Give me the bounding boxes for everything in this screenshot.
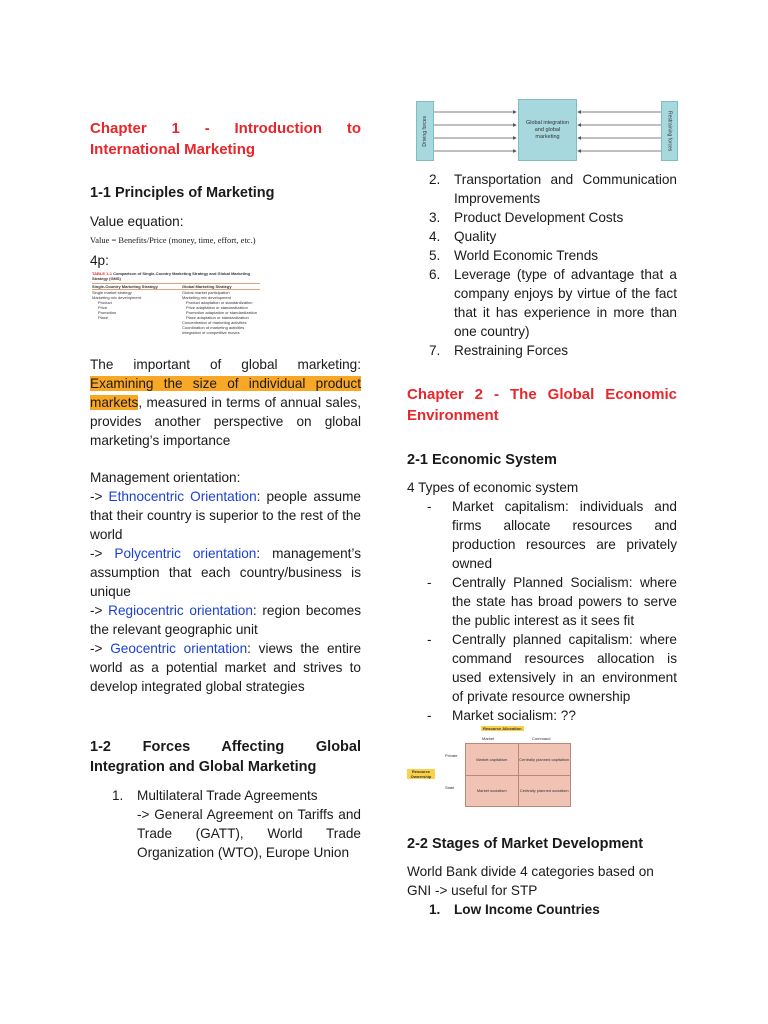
table-cell: Promotion — [98, 310, 117, 315]
list-item — [427, 497, 677, 573]
arrow: -> — [90, 489, 109, 504]
table-cell: Product — [98, 300, 112, 305]
matrix-col-market: Market — [482, 736, 495, 741]
importance-highlight: Examining the size of individual product markets — [90, 376, 361, 410]
list-number: 2. — [429, 172, 441, 187]
fourp-label: 4p: — [90, 253, 109, 268]
matrix-cell-label: Centrally planned socialism — [519, 788, 569, 794]
list-number: 7. — [429, 343, 441, 358]
list-text: Low Income Countries — [454, 902, 600, 917]
matrix-cell — [519, 776, 571, 807]
section-2-1-heading: 2-1 Economic System — [407, 452, 557, 468]
table-cell: Marketing mix development — [182, 295, 231, 300]
driving-forces-box — [416, 101, 434, 161]
matrix-cell-label: Centrally planned capitalism — [519, 756, 570, 762]
list-bullet: - — [427, 708, 432, 723]
list-number: 5. — [429, 248, 441, 263]
matrix-grid — [465, 743, 571, 807]
list-number: 6. — [429, 267, 441, 282]
orientation-regiocentric — [90, 601, 361, 639]
list-item — [429, 900, 677, 919]
income-list — [429, 900, 677, 919]
table-col2 — [182, 290, 257, 335]
section-1-2-heading-line1: 1-2 Forces Affecting Global — [90, 739, 361, 755]
orientation-desc: : region becomes the relevant geographic unit — [90, 603, 361, 637]
orientation-polycentric — [90, 544, 361, 601]
table-cell: Global market participation — [182, 290, 230, 295]
importance-text-post: , measured in terms of annual sales, provides another perspective on global marketing’s importance — [90, 395, 361, 448]
list-item — [427, 573, 677, 630]
importance-text: The important of global marketing: — [90, 357, 361, 372]
orientation-ethnocentric — [90, 487, 361, 544]
list-bullet: - — [427, 575, 432, 590]
table-col1-header: Single-Country Marketing Strategy — [92, 284, 158, 289]
list-text: Product Development Costs — [454, 210, 624, 225]
list-bullet: - — [427, 632, 432, 647]
world-bank-text: World Bank divide 4 categories based on GNI -> useful for STP — [407, 864, 654, 898]
list-item — [429, 170, 677, 208]
list-text: World Economic Trends — [454, 248, 599, 263]
matrix-row-state: State — [445, 785, 455, 790]
table-cell: Promotion adaptation or standardization — [186, 310, 257, 315]
table-cell: Product adaptation or standardization — [186, 300, 253, 305]
chapter1-title-line2: International Marketing — [90, 141, 256, 158]
arrow: -> — [90, 641, 111, 656]
restraining-forces-box — [661, 101, 678, 161]
economic-types-label: 4 Types of economic system — [407, 480, 579, 495]
marketing-strategy-table-image — [92, 271, 260, 349]
matrix-col-command: Command — [532, 736, 551, 741]
list-item — [427, 630, 677, 706]
value-equation-label: Value equation: — [90, 214, 184, 229]
orientation-geocentric — [90, 639, 361, 696]
global-integration-label: Global integration and global marketing — [525, 119, 570, 140]
table-cell: Place adaptation or standardization — [186, 315, 249, 320]
section-2-2-heading: 2-2 Stages of Market Development — [407, 836, 644, 852]
list-number: 1. — [429, 902, 441, 917]
forces-diagram — [416, 99, 677, 161]
table-caption: Comparison of Single-Country Marketing Strategy and Global Marketing Strategy (GMS) — [92, 271, 250, 281]
orientation-list — [90, 487, 361, 696]
management-orientation-label: Management orientation: — [90, 470, 241, 485]
list-item — [429, 246, 677, 265]
term-polycentric: Polycentric orientation — [114, 546, 257, 561]
list-item — [429, 341, 677, 360]
table-cell: Place — [98, 315, 109, 320]
orientation-desc: : people assume that their country is superior to the rest of the world — [90, 489, 361, 542]
list-item — [427, 706, 677, 725]
restraining-arrows — [578, 112, 663, 151]
section-1-1-heading: 1-1 Principles of Marketing — [90, 185, 275, 201]
list-bullet: - — [427, 499, 432, 514]
list-text: Centrally planned capitalism: where command resources allocation is used extensively in an environment of private resource ownership — [452, 632, 677, 704]
table-cell: Marketing mix development — [92, 295, 141, 300]
list-item — [429, 227, 677, 246]
list-number: 3. — [429, 210, 441, 225]
arrow: -> — [90, 603, 109, 618]
table-col1 — [92, 290, 182, 335]
resource-allocation-label: Resource Allocation — [483, 726, 522, 731]
list-item — [429, 208, 677, 227]
list-text: Market socialism: ?? — [452, 708, 576, 723]
orientation-desc: : management’s assumption that each country/business is unique — [90, 546, 361, 599]
economic-types-list — [427, 497, 677, 725]
forces-list — [112, 786, 361, 862]
matrix-row-private: Private — [445, 753, 458, 758]
list-item — [112, 786, 361, 862]
list-subtext: -> General Agreement on Tariffs and Trade (GATT), World Trade Organization (WTO), Europe Union — [137, 807, 361, 860]
chapter2-title-line2: Environment — [407, 407, 499, 424]
list-text: Multilateral Trade Agreements — [137, 788, 318, 803]
resource-ownership-label: Resource Ownership — [407, 769, 435, 779]
table-cell: Single market strategy — [92, 290, 132, 295]
list-text: Market capitalism: individuals and firms allocate resources and production resources are privately owned — [452, 499, 677, 571]
term-geocentric: Geocentric orientation — [110, 641, 248, 656]
list-number: 1. — [112, 788, 124, 803]
table-caption-prefix: TABLE 1-1 — [92, 271, 112, 276]
driving-arrows — [432, 112, 516, 151]
chapter1-title-line1: Chapter 1 - Introduction to — [90, 120, 361, 137]
matrix-cell-label: Market socialism — [476, 788, 507, 794]
economic-system-matrix — [407, 726, 572, 808]
matrix-cell — [466, 776, 518, 807]
matrix-cell-label: Market capitalism — [476, 756, 508, 762]
table-col2-header: Global Marketing Strategy — [182, 284, 232, 289]
list-text: Centrally Planned Socialism: where the state has broad powers to serve the public interest as it sees fit — [452, 575, 677, 628]
term-ethnocentric: Ethnocentric Orientation — [108, 489, 257, 504]
table-cell: Price — [98, 305, 108, 310]
global-marketing-importance — [90, 355, 361, 450]
chapter2-title-line1: Chapter 2 - The Global Economic — [407, 386, 677, 403]
forces-list-continued — [429, 170, 677, 360]
global-integration-box — [518, 99, 577, 161]
arrow: -> — [90, 546, 115, 561]
table-cell: Coordination of marketing activities — [182, 325, 245, 330]
orientation-desc: : views the entire world as a potential market and strives to develop integrated global strategies — [90, 641, 362, 694]
list-item — [429, 265, 677, 341]
list-text: Quality — [454, 229, 497, 244]
table-cell: Price adaptation or standardization — [186, 305, 248, 310]
driving-forces-label: Driving forces — [422, 115, 428, 147]
term-regiocentric: Regiocentric orientation — [108, 603, 253, 618]
value-equation-formula: Value = Benefits/Price (money, time, effort, etc.) — [90, 235, 256, 245]
section-1-2-heading-line2: Integration and Global Marketing — [90, 759, 317, 775]
table-cell: Concentration of marketing activities — [182, 320, 247, 325]
list-text: Restraining Forces — [454, 343, 569, 358]
restraining-forces-label: Restraining forces — [666, 110, 673, 152]
table-cell: Integration of competitive moves — [182, 330, 240, 335]
list-text: Transportation and Communication Improvements — [454, 172, 677, 206]
list-text: Leverage (type of advantage that a company enjoys by virtue of the fact that it has experience in more than one country) — [454, 267, 677, 339]
list-number: 4. — [429, 229, 441, 244]
matrix-cell — [519, 744, 571, 775]
matrix-cell — [466, 744, 518, 775]
